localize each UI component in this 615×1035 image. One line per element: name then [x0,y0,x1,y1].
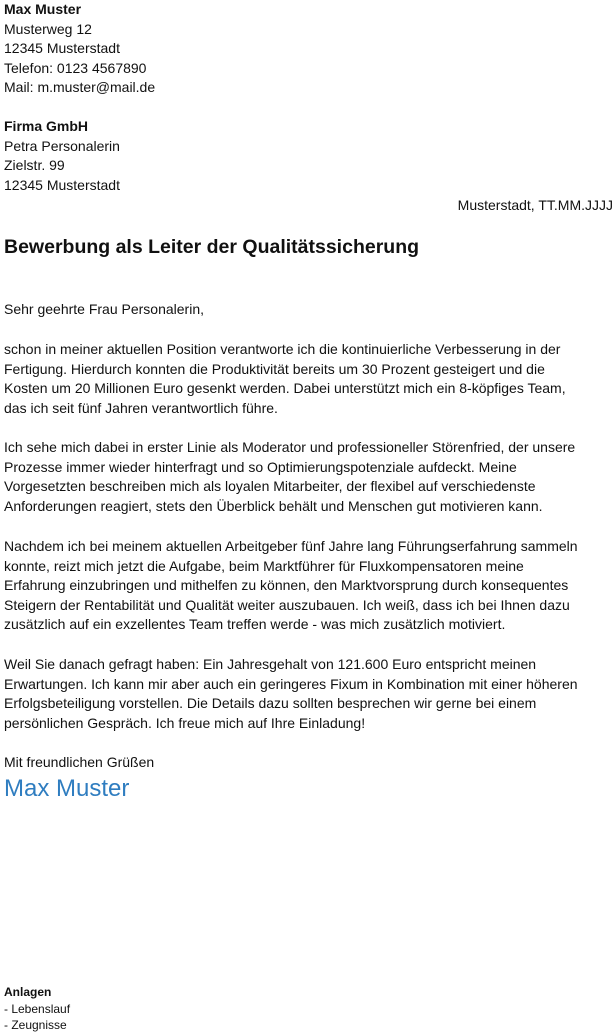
body-paragraph [4,438,610,516]
paragraph-line: Erwartungen. Ich kann mir aber auch ein geringeres Fixum in Kombination mit einer höheren [4,675,578,692]
body-paragraph [4,340,610,418]
recipient-address-block [4,117,120,195]
paragraph-line: Steigern der Rentabilität und Qualität weiter auszubauen. Ich weiß, dass ich bei Ihnen dazu [4,596,570,613]
paragraph-line: zusätzlich auf ein exzellentes Team treffen werde - was mich zusätzlich motiviert. [4,616,506,633]
letter-date: Musterstadt, TT.MM.JJJJ [457,197,613,213]
paragraph-line: Fertigung. Hierdurch konnten die Produktivität bereits um 30 Prozent gesteigert und die [4,360,545,377]
body-paragraph [4,537,610,635]
paragraph-line: Weil Sie danach gefragt haben: Ein Jahresgehalt von 121.600 Euro entspricht meinen [4,656,537,672]
sender-street: Musterweg 12 [4,20,92,37]
recipient-company: Firma GmbH [4,118,89,134]
paragraph-line: Anforderungen reagiert, stets den Überblick behält und Menschen gut motivieren kann. [4,497,543,514]
paragraph-line: Vorgesetzten beschreiben mich als loyalen Mitarbeiter, der flexibel auf verschiedenste [4,478,536,495]
paragraph-line: schon in meiner aktuellen Position verantworte ich die kontinuierliche Verbesserung in der [4,341,561,357]
paragraph-line: konnte, reizt mich jetzt die Aufgabe, beim Marktführer für Fluxkompensatoren meine [4,557,524,574]
sender-address-block [4,0,155,98]
sender-mail: Mail: m.muster@mail.de [4,79,156,96]
attachments-block [4,984,70,1034]
paragraph-line: Erfahrung einzubringen und mithelfen zu können, den Marktvorsprung durch konsequentes [4,577,569,594]
signature: Max Muster [4,775,130,802]
letter-subject: Bewerbung als Leiter der Qualitätssicherung [4,236,420,258]
paragraph-line: Erfolgsbeteiligung vorstellen. Die Details dazu sollten besprechen wir gerne bei einem [4,695,537,712]
recipient-city: 12345 Musterstadt [4,176,120,193]
paragraph-line: Prozesse immer wieder hinterfragt und so Optimierungspotenziale aufdeckt. Meine [4,458,517,475]
sender-name: Max Muster [4,1,82,17]
paragraph-line: persönlichen Gespräch. Ich freue mich auf Ihre Einladung! [4,714,366,731]
salutation: Sehr geehrte Frau Personalerin, [4,301,204,317]
paragraph-line: Nachdem ich bei meinem aktuellen Arbeitgeber fünf Jahre lang Führungserfahrung sammeln [4,538,578,554]
closing-phrase: Mit freundlichen Grüßen [4,754,155,770]
paragraph-line: das ich seit fünf Jahren verantwortlich führe. [4,399,278,416]
paragraph-line: Ich sehe mich dabei in erster Linie als Moderator und professioneller Störenfried, der unsere [4,439,576,455]
attachments-heading: Anlagen [4,985,52,999]
paragraph-line: Kosten um 20 Millionen Euro gesenkt werden. Dabei unterstützt mich ein 8-köpfiges Team, [4,380,566,397]
sender-city: 12345 Musterstadt [4,40,120,57]
recipient-street: Zielstr. 99 [4,157,65,174]
recipient-contact: Petra Personalerin [4,137,120,154]
attachment-item: - Zeugnisse [4,1018,67,1032]
attachment-item: - Lebenslauf [4,1001,71,1016]
body-paragraph [4,655,610,733]
sender-phone: Telefon: 0123 4567890 [4,59,147,76]
